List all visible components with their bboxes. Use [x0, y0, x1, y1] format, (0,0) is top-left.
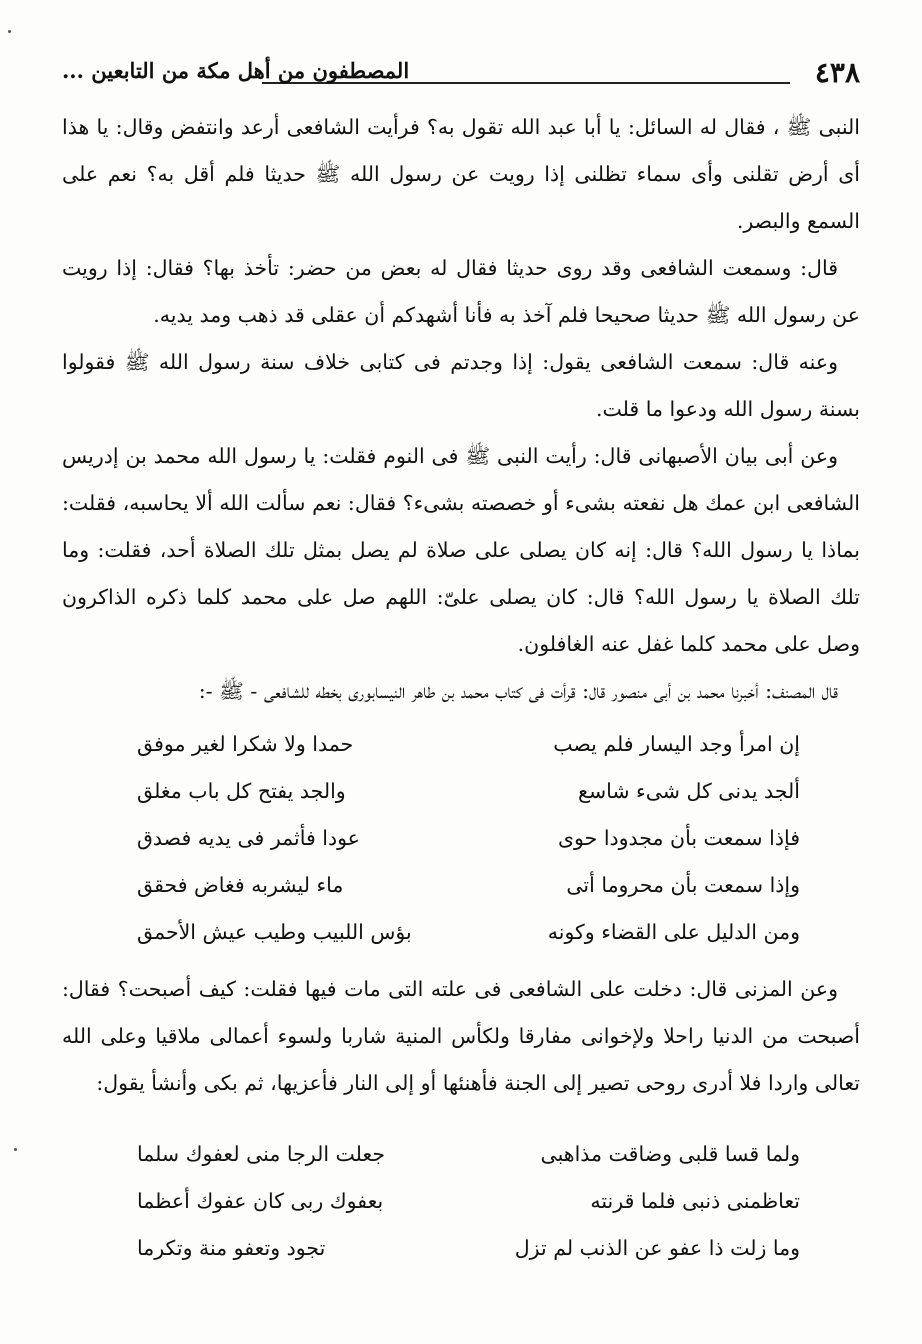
paragraph: قال المصنف: أخبرنا محمد بن أبى منصور قال: قرأت فى كتاب محمد بن طاهر النيسابورى بخطه للشافعى - ﷺ -:	[198, 679, 838, 703]
verse-first-hemistich: إن امرأ وجد اليسار فلم يصب	[553, 732, 800, 756]
verse-second-hemistich: والجد يفتح كل باب مغلق	[137, 779, 346, 803]
verse-line	[62, 768, 860, 815]
poem-table	[62, 1131, 860, 1272]
verse-first-hemistich: فإذا سمعت بأن مجدودا حوى	[558, 826, 800, 850]
verse-line	[62, 1178, 860, 1225]
verse-second-hemistich: ماء ليشربه فغاض فحقق	[137, 873, 344, 897]
page-number: ٤٣٨	[814, 56, 860, 89]
poem-block	[62, 1131, 860, 1272]
paragraph: النبى ﷺ ، فقال له السائل: يا أبا عبد الله تقول به؟ فرأيت الشافعى أرعد وانتفض وقال: يا هذا أى أرض تقلنى وأى سماء تظلنى إذا رويت عن رسول الله ﷺ حديثا فلم أقل به؟ نعم على السمع والبصر.	[62, 115, 860, 233]
poem-block	[62, 721, 860, 956]
verse-first-hemistich: تعاظمنى ذنبى فلما قرنته	[590, 1189, 800, 1213]
verse-second-hemistich: تجود وتعفو منة وتكرما	[137, 1236, 326, 1260]
verse-line	[62, 1131, 860, 1178]
verse-line	[62, 862, 860, 909]
verse-line	[62, 909, 860, 956]
scan-speck	[14, 1148, 17, 1151]
page-body	[62, 104, 860, 1282]
verse-first-hemistich: ألجد يدنى كل شىء شاسع	[578, 779, 800, 803]
verse-line	[62, 815, 860, 862]
verse-first-hemistich: ومن الدليل على القضاء وكونه	[547, 920, 800, 944]
verse-first-hemistich: وإذا سمعت بأن محروما أتى	[566, 873, 800, 897]
scan-speck	[8, 30, 11, 33]
page-header	[62, 52, 860, 98]
verse-line	[62, 721, 860, 768]
paragraph: وعنه قال: سمعت الشافعى يقول: إذا وجدتم فى كتابى خلاف سنة رسول الله ﷺ فقولوا بسنة رسول الله ودعوا ما قلت.	[62, 350, 860, 421]
verse-first-hemistich: وما زلت ذا عفو عن الذنب لم تزل	[514, 1236, 800, 1260]
verse-second-hemistich: عودا فأثمر فى يديه فصدق	[137, 826, 360, 850]
verse-first-hemistich: ولما قسا قلبى وضاقت مذاهبى	[540, 1142, 800, 1166]
verse-line	[62, 1225, 860, 1272]
paragraph: وعن المزنى قال: دخلت على الشافعى فى علته التى مات فيها فقلت: كيف أصبحت؟ فقال: أصبحت من الدنيا راحلا ولإخوانى مفارقا ولكأس المنية شاربا ولسوء أعمالى ملاقيا وعلى الله تعالى واردا فلا أدرى روحى تصير إلى الجنة فأهنئها أو إلى النار فأعزيها، ثم بكى وأنشأ يقول:	[62, 977, 860, 1095]
running-title: المصطفون من أهل مكة من التابعين ...	[62, 58, 410, 83]
verse-second-hemistich: حمدا ولا شكرا لغير موفق	[137, 732, 354, 756]
poem-table	[62, 721, 860, 956]
paragraph: قال: وسمعت الشافعى وقد روى حديثا فقال له بعض من حضر: تأخذ بها؟ فقال: إذا رويت عن رسول الله ﷺ حديثا صحيحا فلم آخذ به فأنا أشهدكم أن عقلى قد ذهب ومد يديه.	[62, 256, 860, 327]
verse-second-hemistich: جعلت الرجا منى لعفوك سلما	[137, 1142, 386, 1166]
verse-second-hemistich: بؤس اللبيب وطيب عيش الأحمق	[137, 920, 412, 944]
paragraph: وعن أبى بيان الأصبهانى قال: رأيت النبى ﷺ فى النوم فقلت: يا رسول الله محمد بن إدريس الشافعى ابن عمك هل نفعته بشىء أو خصصته بشىء؟ فقال: نعم سألت الله ألا يحاسبه، فقلت: بماذا يا رسول الله؟ قال: إنه كان يصلى على صلاة لم يصل بمثل تلك الصلاة أحد، فقلت: وما تلك الصلاة يا رسول الله؟ قال: كان يصلى علىّ: اللهم صل على محمد كلما ذكره الذاكرون وصل على محمد كلما غفل عنه الغافلون.	[62, 444, 860, 656]
verse-second-hemistich: بعفوك ربى كان عفوك أعظما	[137, 1189, 384, 1213]
